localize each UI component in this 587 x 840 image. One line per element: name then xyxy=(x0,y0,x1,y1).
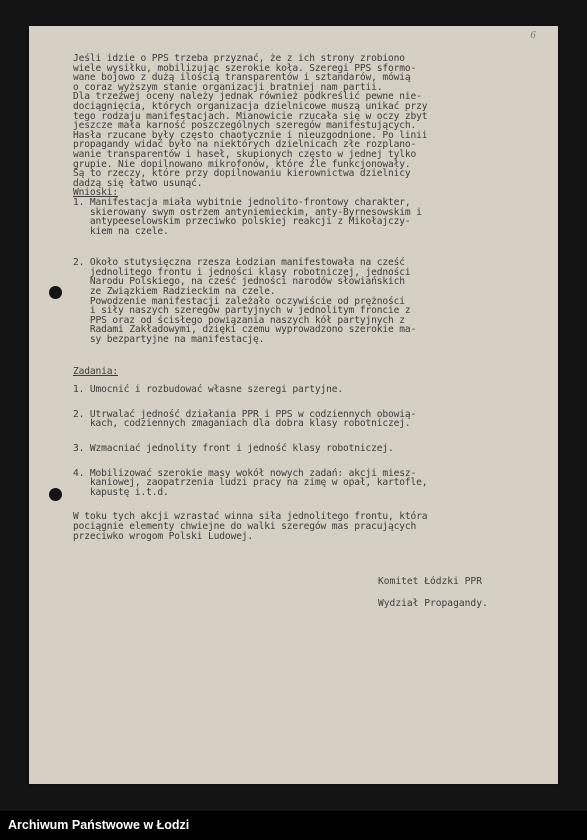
closing-paragraph xyxy=(73,512,543,541)
text-line: przeciwko wrogom Polski Ludowej. xyxy=(73,530,254,542)
conclusion-item-1 xyxy=(73,198,543,236)
archive-footer xyxy=(0,811,587,840)
text-line: grupie. Nie dopilnowano mikrofonów, które źle funkcjonowały. xyxy=(73,158,411,170)
text-line: sy bezpartyjne na manifestację. xyxy=(73,334,265,346)
signature-committee: Komitet Łódzki PPR xyxy=(378,576,482,587)
task-item-3 xyxy=(73,444,543,454)
text-line: tego rodzaju manifestacjach. Mianowicie rzucała się w oczy zbyt xyxy=(73,110,428,122)
text-line: wanie transparentów i haseł, skupionych często w jednej tylko xyxy=(73,148,417,160)
document-page xyxy=(29,26,558,784)
text-line: W toku tych akcji wzrastać winna siła jednolitego frontu, która xyxy=(73,511,428,523)
text-line: 2. Około stutysięczna rzesza Łodzian manifestowała na cześć xyxy=(73,257,405,269)
text-line: jednolitego frontu i jedności klasy robotniczej, jedności xyxy=(73,266,411,278)
text-line: 4. Mobilizować szerokie masy wokół nowych zadań: akcji miesz- xyxy=(73,467,417,479)
text-line: skierowany swym ostrzem antyniemieckim, anty-Byrnesowskim i xyxy=(73,206,422,218)
text-line: Dla trzeźwej oceny należy jednak również podkreślić pewne nie- xyxy=(73,91,422,103)
text-line: 2. Utrwalać jedność działania PPR i PPS w codziennych obowią- xyxy=(73,408,417,420)
punch-hole xyxy=(49,488,62,501)
punch-hole xyxy=(49,286,62,299)
text-line: ze Związkiem Radzieckim na czele. xyxy=(73,286,276,298)
text-line: kach, codziennych zmaganiach dla dobra klasy robotniczej. xyxy=(73,418,411,430)
text-line: Jeśli idzie o PPS trzeba przyznać, że z ich strony zrobiono xyxy=(73,53,405,64)
text-line: dadzą się łatwo usunąć. xyxy=(73,177,203,189)
archive-name: Archiwum Państwowe w Łodzi xyxy=(8,818,190,832)
text-line: kaniowej, zaopatrzenia ludzi pracy na zimę w opał, kartofle, xyxy=(73,477,428,489)
page-number: 6 xyxy=(530,31,536,41)
text-line: o coraz wyższym stanie organizacji bratniej nam partii. xyxy=(73,81,383,93)
conclusion-item-2 xyxy=(73,258,543,344)
typed-text-body xyxy=(73,54,543,541)
text-line: jeszcze mała karność poszczególnych szeregów manifestujących. xyxy=(73,120,417,132)
conclusions-heading: Wnioski: xyxy=(73,187,119,199)
text-line: kiem na czele. xyxy=(73,225,169,237)
text-line: Powodzenie manifestacji zależało oczywiście od prężności xyxy=(73,295,405,307)
text-line: kapustę i.t.d. xyxy=(73,486,169,498)
text-line: 1. Umocnić i rozbudować własne szeregi partyjne. xyxy=(73,384,344,396)
text-line: PPS oraz od ścisłego powiązania naszych kół partyjnych z xyxy=(73,314,405,326)
text-line: wane bojowo z dużą ilością transparentów i sztandarów, mówią xyxy=(73,72,411,84)
text-line: 3. Wzmacniać jednolity front i jedność klasy robotniczej. xyxy=(73,443,394,454)
text-line: Narodu Polskiego, na cześć jedności narodów słowiańskich xyxy=(73,276,405,288)
text-line: Radami Zakładowymi, dzięki czemu wyprowadzono szerokie ma- xyxy=(73,324,417,336)
text-line: antypeeselowskim przeciwko polskiej reakcji z Mikołajczy- xyxy=(73,216,411,228)
task-item-4 xyxy=(73,469,543,498)
intro-paragraph xyxy=(73,54,543,188)
text-line: pociągnie elementy chwiejne do walki szeregów mas pracujących xyxy=(73,520,417,532)
text-line: propagandy widać było na niektórych dzielnicach złe rozplano- xyxy=(73,139,417,151)
text-line: dociągnięcia, których organizacja dzielnicowe muszą unikać przy xyxy=(73,100,428,112)
signature-department: Wydział Propagandy. xyxy=(378,598,488,609)
task-item-2 xyxy=(73,410,543,429)
text-line: wiele wysiłku, mobilizując szerokie koła. Szeregi PPS sformo- xyxy=(73,62,417,74)
text-line: 1. Manifestacja miała wybitnie jednolito-frontowy charakter, xyxy=(73,196,411,208)
text-line: Hasła rzucane były często chaotycznie i nieuzgodnione. Po linii xyxy=(73,129,428,141)
text-line: i siły naszych szeregów partyjnych w jednolitym froncie z xyxy=(73,305,411,317)
text-line: Są to rzeczy, które przy dopilnowaniu kierownictwa dzielnicy xyxy=(73,168,411,180)
task-item-1 xyxy=(73,385,543,395)
tasks-heading: Zadania: xyxy=(73,365,119,377)
